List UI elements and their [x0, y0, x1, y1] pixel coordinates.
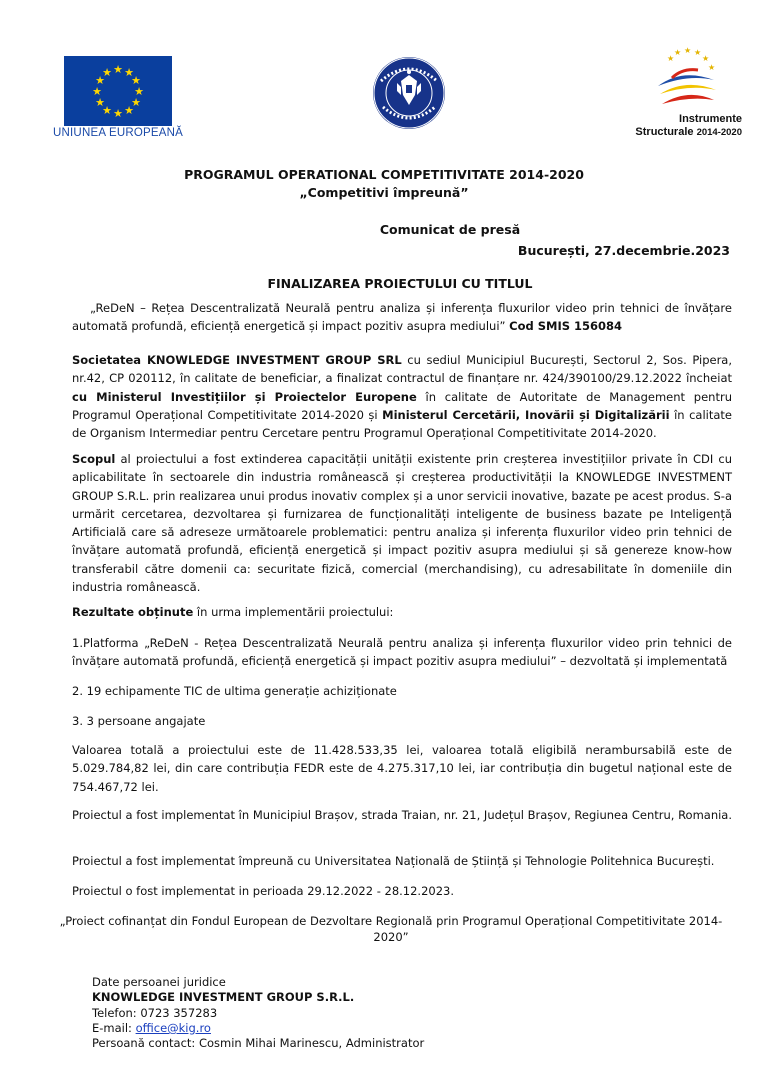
result-item-2: 2. 19 echipamente TIC de ultima generație achiziționate — [72, 684, 397, 698]
location-paragraph: Proiectul a fost implementat în Municipiul Brașov, strada Traian, nr. 21, Județul Brașov, Regiunea Centru, Romania. — [72, 808, 733, 822]
is-label-years: 2014-2020 — [696, 127, 742, 138]
contact-title: Date persoanei juridice — [92, 975, 226, 989]
svg-text:★: ★ — [684, 46, 692, 55]
partner-paragraph: Proiectul a fost implementat împreună cu Universitatea Națională de Știință și Tehnologie Politehnica București. — [72, 854, 715, 868]
svg-text:★: ★ — [95, 96, 105, 109]
scope-paragraph: Scopul al proiectului a fost extinderea capacității unității existente prin creșterea investițiilor private în CDI cu aplicabilitate în sectoarele din industria românească și creșterea productivității la KNOWLEDGE INVESTMENT GROUP S.R.L. prin realizarea unui produs inovativ complex și a unor servicii inovative, bazate pe acest produs. S-a urmărit cercetarea, dezvoltarea și furnizarea de funcționalități inteligente de business bazate pe Inteligență Artificială care să adreseze următoarele problematici: pentru analiza și inferența fluxurilor video prin tehnici de învățare automată profundă, eficiență energetică și impact pozitiv asupra mediului și să genereze know-how transferabil către domenii ca: securitate fizică, comercial (merchandising), cu adresabilitate în domeniile din industria românească. — [72, 452, 732, 595]
svg-text:★: ★ — [694, 48, 702, 57]
cofinancing-statement: „Proiect cofinanțat din Fondul European de Dezvoltare Regională prin Programul Operațional Competitivitate 2014-2020” — [59, 914, 723, 944]
eu-flag-logo — [64, 56, 172, 126]
eu-label: UNIUNEA EUROPEANĂ — [53, 127, 183, 139]
contact-email-row: E-mail: office@kig.ro — [92, 1020, 211, 1035]
instrumente-structurale-logo — [652, 46, 720, 114]
release-date: București, 27.decembrie.2023 — [517, 243, 730, 258]
contact-block — [92, 975, 424, 1051]
press-release-heading: Comunicat de presă — [379, 222, 521, 237]
svg-text:★: ★ — [124, 104, 134, 117]
period-paragraph: Proiectul o fost implementat in perioada 29.12.2022 - 28.12.2023. — [72, 884, 454, 898]
result-item-1: 1.Platforma „ReDeN - Rețea Descentralizată Neurală pentru analiza și inferența fluxurilor video prin tehnici de învățare automată profundă, eficiență energetică și impact pozitiv asupra mediului” – dezvoltată și implementată — [72, 636, 732, 669]
structural-instruments-swirl-icon — [652, 46, 720, 114]
project-completion-heading: FINALIZAREA PROIECTULUI CU TITLUL — [267, 276, 533, 291]
smis-code: Cod SMIS 156084 — [509, 319, 623, 334]
svg-text:★: ★ — [124, 66, 134, 79]
intro-paragraph — [72, 299, 732, 336]
government-seal-logo — [371, 55, 447, 131]
is-label-line2: Structurale — [635, 126, 694, 138]
project-title-text: „ReDeN – Rețea Descentralizată Neurală pentru analiza și inferența fluxurilor video prin tehnici de învățare automată profundă, eficiență energetică și impact pozitiv asupra mediului” — [72, 301, 732, 334]
svg-text:★: ★ — [102, 66, 112, 79]
svg-text:★: ★ — [708, 63, 716, 72]
contact-person: Persoană contact: Cosmin Mihai Marinescu, Administrator — [92, 1036, 425, 1051]
results-heading: Rezultate obținute în urma implementării proiectului: — [72, 605, 394, 619]
svg-text:★: ★ — [131, 96, 141, 109]
svg-text:★: ★ — [113, 63, 123, 76]
svg-text:★: ★ — [131, 74, 141, 87]
beneficiary-paragraph: Societatea KNOWLEDGE INVESTMENT GROUP SRL cu sediul Municipiul București, Sectorul 2, Sos. Pipera, nr.42, CP 020112, în calitate de beneficiar, a finalizat contractul de finanțare nr. 424/390100/29.12.2022 încheiat cu Ministerul Investițiilor și Proiectelor Europene în calitate de Autoritate de Management pentru Programul Operațional Competitivitate 2014-2020 și Ministerul Cercetării, Inovării și Digitalizării în calitate de Organism Intermediar pentru Cercetare pentru Programul Operațional Competitivitate 2014-2020. — [72, 353, 733, 441]
program-slogan: „Competitivi împreună” — [299, 185, 469, 200]
instrumente-structurale-label — [600, 113, 742, 139]
svg-text:★: ★ — [674, 48, 682, 57]
svg-text:★: ★ — [102, 104, 112, 117]
is-label-line1: Instrumente — [679, 113, 742, 125]
contact-company: KNOWLEDGE INVESTMENT GROUP S.R.L. — [92, 990, 355, 1005]
svg-text:★: ★ — [134, 85, 144, 98]
svg-text:★: ★ — [113, 107, 123, 120]
eu-stars-icon — [64, 56, 172, 126]
svg-text:★: ★ — [92, 85, 102, 98]
svg-text:★: ★ — [95, 74, 105, 87]
result-item-3: 3. 3 persoane angajate — [72, 714, 206, 728]
contact-email-link[interactable]: office@kig.ro — [135, 1020, 211, 1035]
program-title: PROGRAMUL OPERATIONAL COMPETITIVITATE 2014-2020 — [184, 167, 584, 182]
government-seal-icon — [371, 55, 447, 131]
svg-text:★: ★ — [702, 54, 710, 63]
contact-phone: Telefon: 0723 357283 — [92, 1005, 218, 1020]
value-paragraph: Valoarea totală a proiectului este de 11.428.533,35 lei, valoarea totală eligibilă nerambursabilă este de 5.029.784,82 lei, din care contribuția FEDR este de 4.275.317,10 lei, iar contribuția din bugetul național este de 754.467,72 lei. — [72, 743, 732, 794]
svg-text:★: ★ — [667, 54, 675, 63]
